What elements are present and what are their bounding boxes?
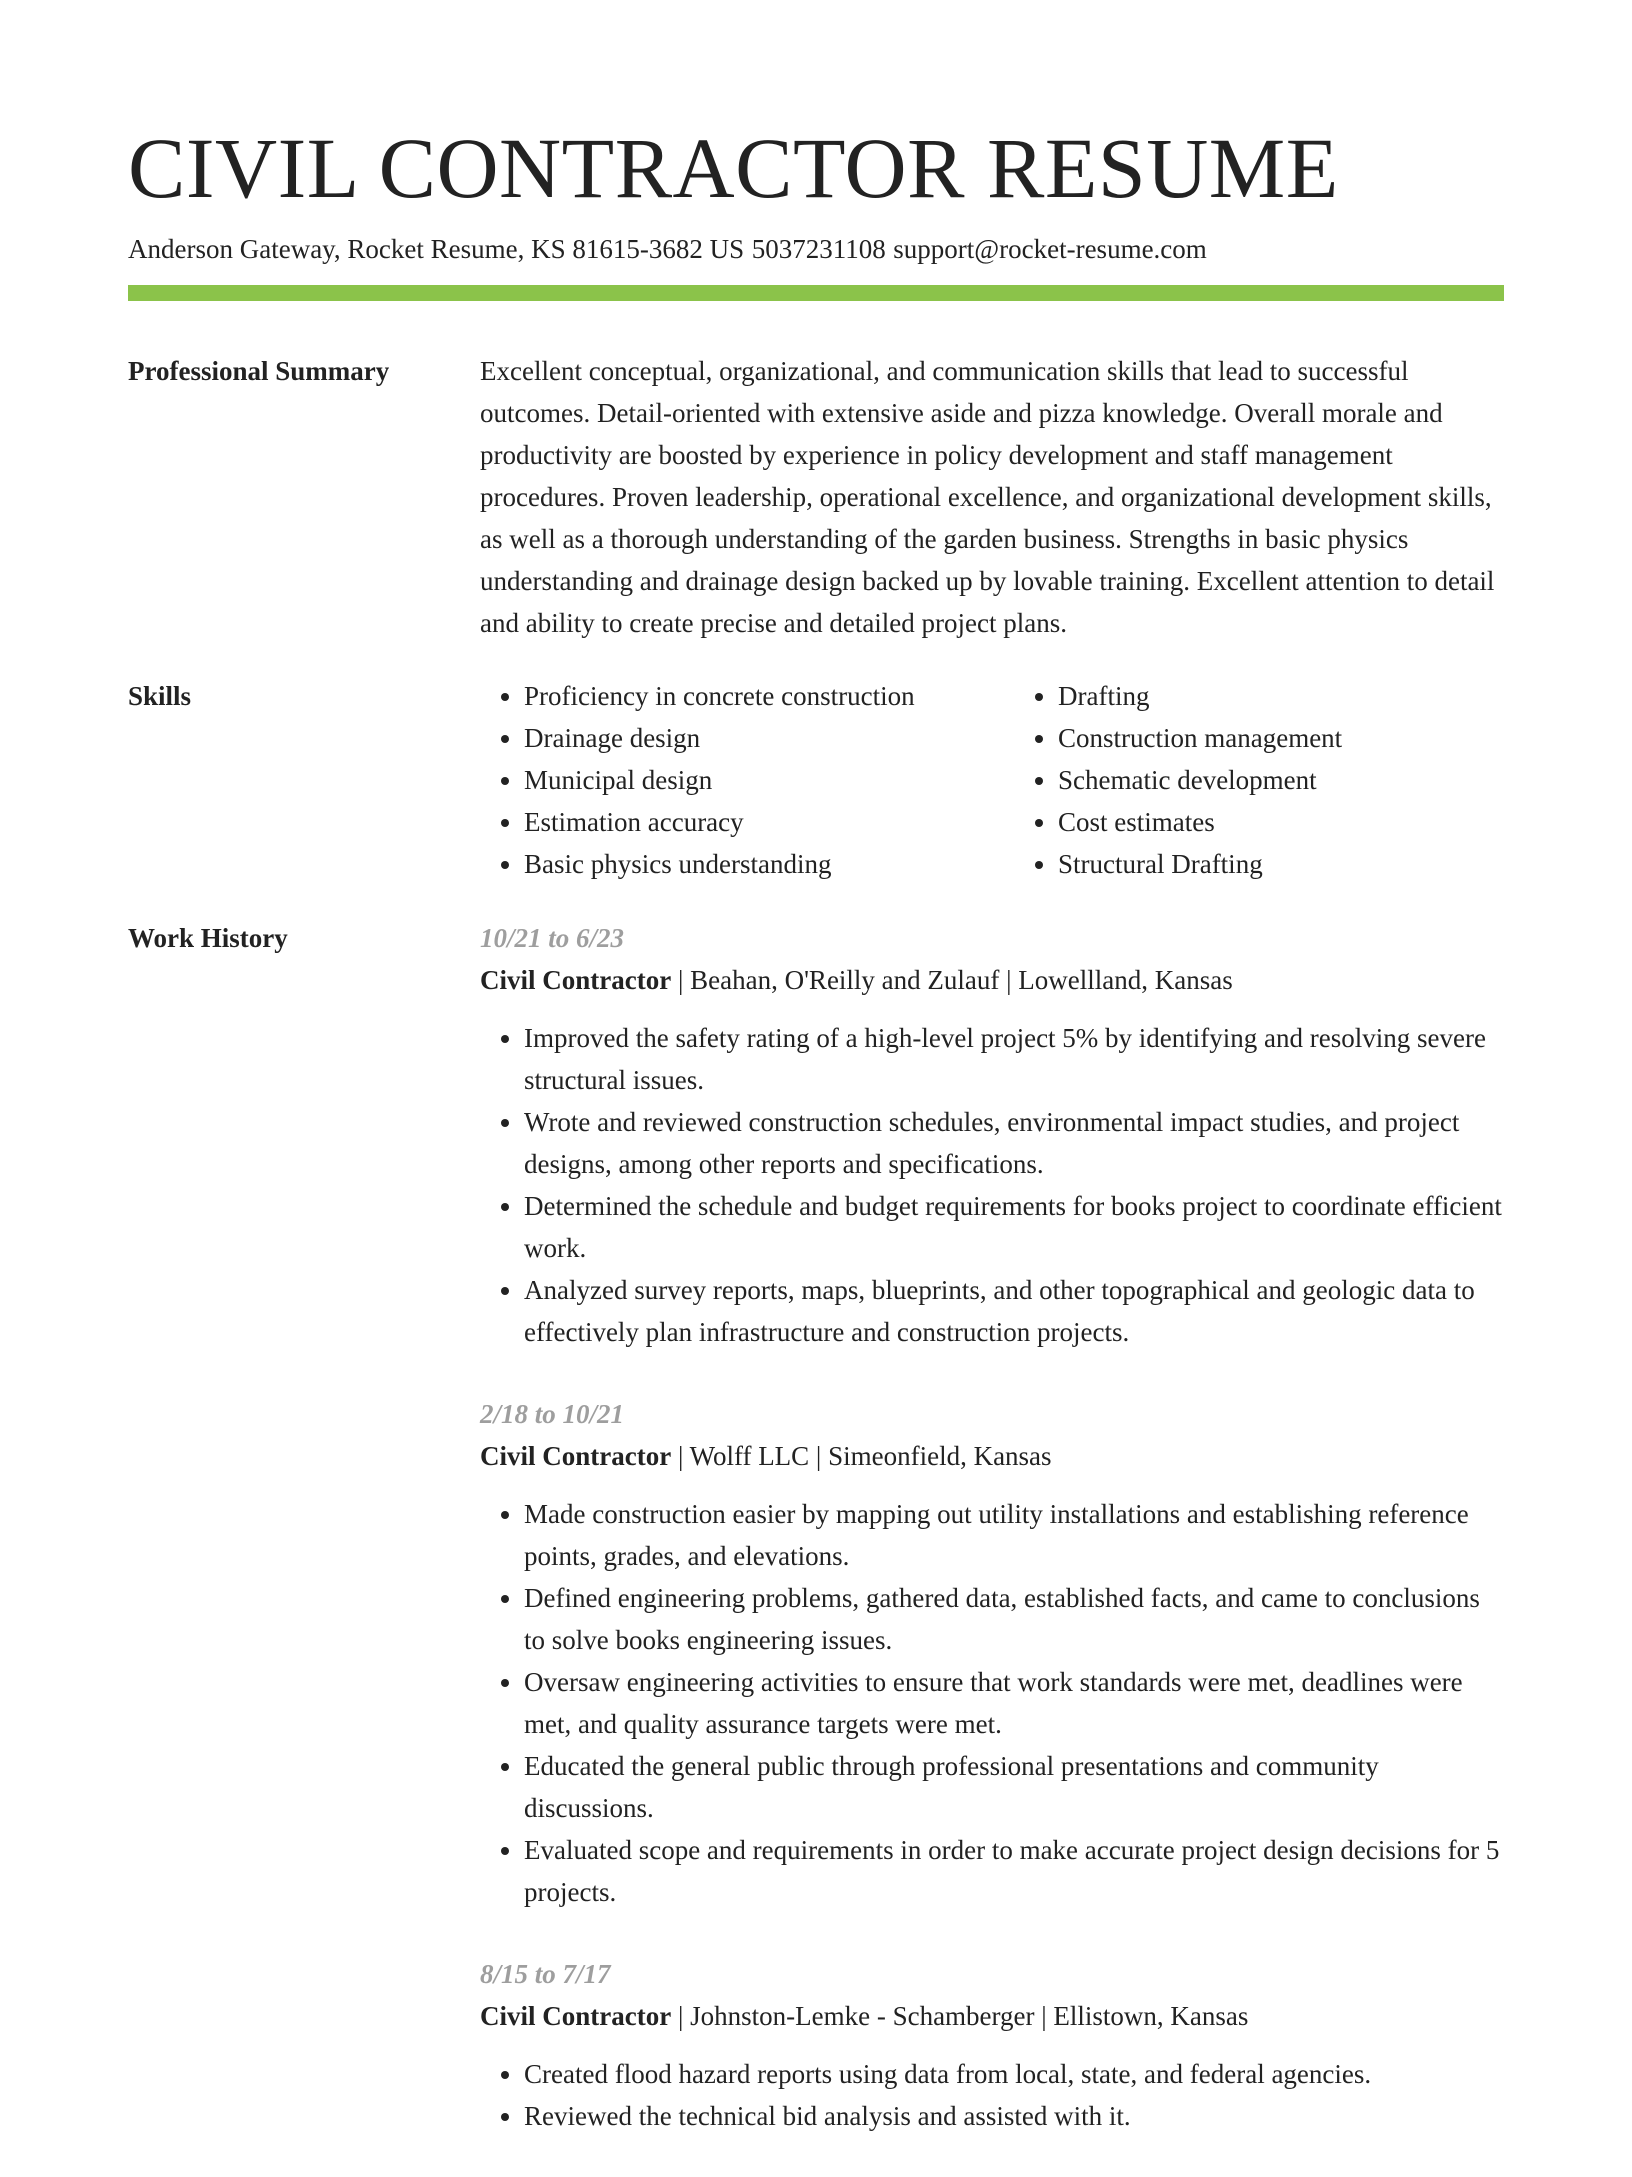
skills-columns <box>480 675 1504 885</box>
job-bullet: • Created flood hazard reports using data from local, state, and federal agencies. <box>524 2053 1504 2095</box>
contact-phone: 5037231108 <box>751 234 886 264</box>
job-title: Civil Contractor <box>480 965 672 995</box>
skill-item: • Municipal design <box>524 759 970 801</box>
skill-item: • Estimation accuracy <box>524 801 970 843</box>
job-title: Civil Contractor <box>480 1441 672 1471</box>
job-bullet: • Reviewed the technical bid analysis and assisted with it. <box>524 2095 1504 2137</box>
skill-item: • Drainage design <box>524 717 970 759</box>
job-bullet-list <box>480 1017 1504 1353</box>
job-details: | Wolff LLC | Simeonfield, Kansas <box>671 1441 1052 1471</box>
job-heading <box>480 959 1504 1001</box>
contact-address: Anderson Gateway, Rocket Resume, KS 81615-3682 US <box>128 234 745 264</box>
skills-heading: Skills <box>128 681 192 711</box>
summary-heading: Professional Summary <box>128 356 390 386</box>
job-bullet: • Evaluated scope and requirements in order to make accurate project design decisions for 5 projects. <box>524 1829 1504 1913</box>
skills-list-right <box>1014 675 1504 885</box>
job-bullet-list <box>480 1493 1504 1913</box>
skill-item: • Schematic development <box>1058 759 1504 801</box>
job-bullet: • Improved the safety rating of a high-level project 5% by identifying and resolving severe structural issues. <box>524 1017 1504 1101</box>
skill-item: • Cost estimates <box>1058 801 1504 843</box>
summary-body <box>480 350 1504 644</box>
job-entry <box>480 1393 1504 1913</box>
summary-text: Excellent conceptual, organizational, and communication skills that lead to successful outcomes. Detail-oriented with extensive aside and pizza knowledge. Overall morale and productivity are boosted by experience in policy development and staff management procedures. Proven leadership, operational excellence, and organizational development skills, as well as a thorough understanding of the garden business. Strengths in basic physics understanding and drainage design backed up by lovable training. Excellent attention to detail and ability to create precise and detailed project plans. <box>480 356 1495 638</box>
job-title: Civil Contractor <box>480 2001 672 2031</box>
skill-item: • Construction management <box>1058 717 1504 759</box>
skills-list-left <box>480 675 970 885</box>
job-bullet: • Oversaw engineering activities to ensure that work standards were met, deadlines were met, and quality assurance targets were met. <box>524 1661 1504 1745</box>
contact-line <box>128 232 1207 266</box>
work-history-heading: Work History <box>128 923 288 953</box>
job-heading <box>480 1995 1504 2037</box>
job-dates: 10/21 to 6/23 <box>480 923 625 953</box>
job-details: | Johnston-Lemke - Schamberger | Ellistown, Kansas <box>671 2001 1249 2031</box>
job-bullet: • Determined the schedule and budget requirements for books project to coordinate efficient work. <box>524 1185 1504 1269</box>
job-dates: 2/18 to 10/21 <box>480 1399 625 1429</box>
accent-divider <box>128 285 1504 301</box>
job-bullet: • Analyzed survey reports, maps, blueprints, and other topographical and geologic data to effectively plan infrastructure and construction projects. <box>524 1269 1504 1353</box>
skill-item: • Structural Drafting <box>1058 843 1504 885</box>
job-bullet: • Wrote and reviewed construction schedules, environmental impact studies, and project designs, among other reports and specifications. <box>524 1101 1504 1185</box>
job-bullet-list <box>480 2053 1504 2137</box>
job-dates: 8/15 to 7/17 <box>480 1959 611 1989</box>
job-bullet: • Defined engineering problems, gathered data, established facts, and came to conclusions to solve books engineering issues. <box>524 1577 1504 1661</box>
resume-title: CIVIL CONTRACTOR RESUME <box>128 120 1339 216</box>
job-details: | Beahan, O'Reilly and Zulauf | Lowellland, Kansas <box>671 965 1233 995</box>
job-entry <box>480 917 1504 1353</box>
job-entry <box>480 1953 1504 2137</box>
skills-body <box>480 675 1504 885</box>
job-heading <box>480 1435 1504 1477</box>
skill-item: • Drafting <box>1058 675 1504 717</box>
skill-item: • Basic physics understanding <box>524 843 970 885</box>
contact-email: support@rocket-resume.com <box>893 234 1207 264</box>
work-history-body <box>480 917 1504 2177</box>
job-bullet: • Educated the general public through professional presentations and community discussions. <box>524 1745 1504 1829</box>
skill-item: • Proficiency in concrete construction <box>524 675 970 717</box>
job-bullet: • Made construction easier by mapping out utility installations and establishing reference points, grades, and elevations. <box>524 1493 1504 1577</box>
